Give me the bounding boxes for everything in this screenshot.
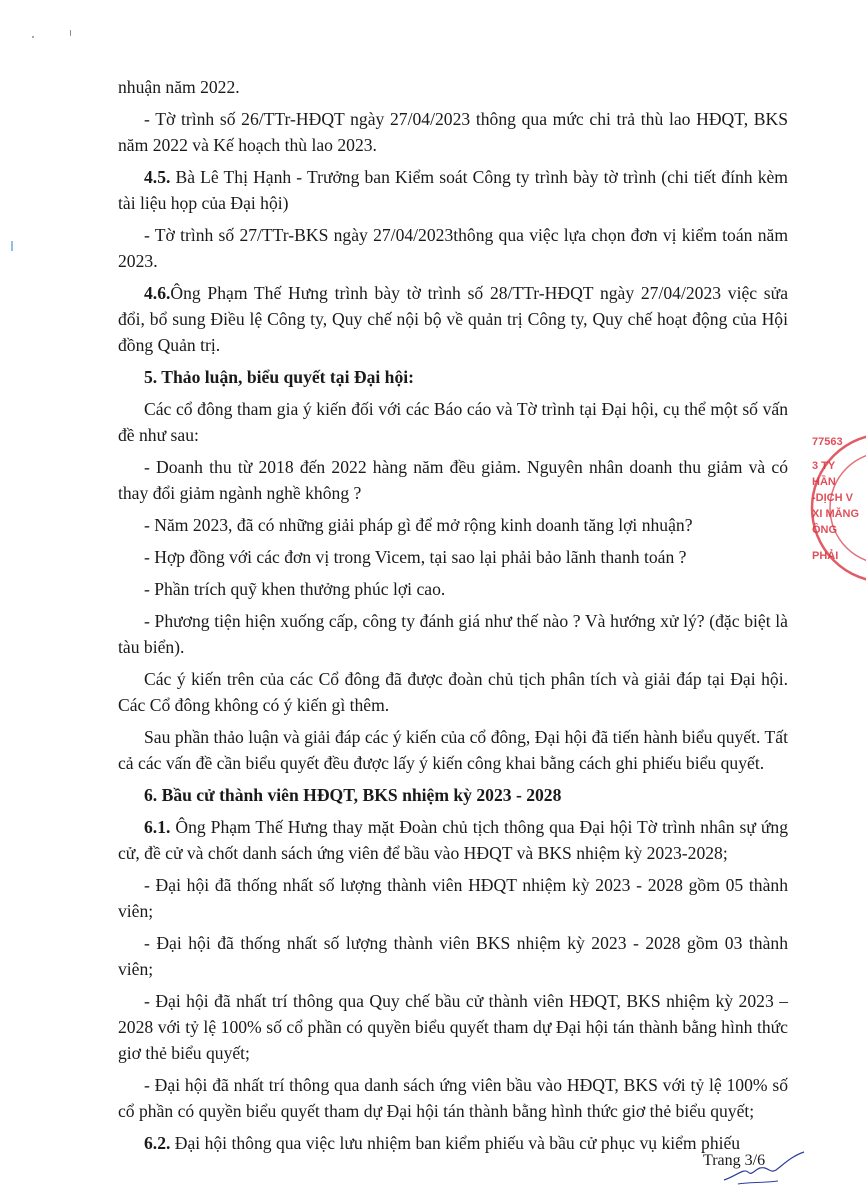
section-number: 6.2. xyxy=(144,1133,171,1153)
paragraph: nhuận năm 2022. xyxy=(118,77,240,97)
list-item: - Đại hội đã thống nhất số lượng thành viên BKS nhiệm kỳ 2023 - 2028 gồm 03 thành viên; xyxy=(118,933,788,979)
paragraph xyxy=(118,1130,788,1156)
list-item: - Phần trích quỹ khen thưởng phúc lợi cao. xyxy=(144,579,446,599)
stamp-text: HẦN xyxy=(812,476,836,488)
list-item: - Doanh thu từ 2018 đến 2022 hàng năm đều giảm. Nguyên nhân doanh thu giảm và có thay đổi giảm ngành nghề không ? xyxy=(118,457,788,503)
initials-signature xyxy=(718,1146,808,1190)
paragraph xyxy=(118,814,788,866)
scan-speck xyxy=(70,30,71,36)
paragraph-text: Ông Phạm Thế Hưng trình bày tờ trình số 28/TTr-HĐQT ngày 27/04/2023 việc sửa đổi, bổ sung Điều lệ Công ty, Quy chế nội bộ về quản trị Công ty, Quy chế hoạt động của Hội đồng Quản trị. xyxy=(118,283,788,355)
stamp-text: 77563 xyxy=(812,436,843,448)
paragraph: - Tờ trình số 27/TTr-BKS ngày 27/04/2023thông qua việc lựa chọn đơn vị kiểm toán năm 2023. xyxy=(118,225,788,271)
paragraph: Các cổ đông tham gia ý kiến đối với các Báo cáo và Tờ trình tại Đại hội, cụ thể một số vấn đề như sau: xyxy=(118,399,788,445)
section-heading: 6. Bầu cử thành viên HĐQT, BKS nhiệm kỳ 2023 - 2028 xyxy=(144,785,562,805)
section-heading: 5. Thảo luận, biểu quyết tại Đại hội: xyxy=(144,367,414,387)
paragraph-text: Ông Phạm Thế Hưng thay mặt Đoàn chủ tịch thông qua Đại hội Tờ trình nhân sự ứng cử, đề cử và chốt danh sách ứng viên để bầu vào HĐQT và BKS nhiệm kỳ 2023-2028; xyxy=(118,817,788,863)
section-number: 4.6. xyxy=(144,283,171,303)
list-item: - Đại hội đã nhất trí thông qua Quy chế bầu cử thành viên HĐQT, BKS nhiệm kỳ 2023 – 2028 với tỷ lệ 100% số cổ phần có quyền biểu quyết tham dự Đại hội tán thành bằng hình thức giơ thẻ biểu quyết; xyxy=(118,991,788,1063)
section-number: 6.1. xyxy=(144,817,171,837)
document-body xyxy=(118,74,788,1162)
scan-speck xyxy=(32,36,34,38)
section-number: 4.5. xyxy=(144,167,171,187)
paragraph xyxy=(118,164,788,216)
paragraph: Sau phần thảo luận và giải đáp các ý kiến của cổ đông, Đại hội đã tiến hành biểu quyết. Tất cả các vấn đề cần biểu quyết đều được lấy ý kiến công khai bằng cách ghi phiếu biểu quyết. xyxy=(118,727,788,773)
stamp-text: -DỊCH V xyxy=(812,492,853,504)
list-item: - Phương tiện hiện xuống cấp, công ty đánh giá như thế nào ? Và hướng xử lý? (đặc biệt là tàu biển). xyxy=(118,611,788,657)
list-item: - Đại hội đã thống nhất số lượng thành viên HĐQT nhiệm kỳ 2023 - 2028 gồm 05 thành viên; xyxy=(118,875,788,921)
stamp-text: PHẢI xyxy=(812,550,839,562)
paragraph-text: Đại hội thông qua việc lưu nhiệm ban kiểm phiếu và bầu cử phục vụ kiểm phiếu xyxy=(170,1133,741,1153)
paragraph-text: Bà Lê Thị Hạnh - Trưởng ban Kiểm soát Công ty trình bày tờ trình (chi tiết đính kèm tài liệu họp của Đại hội) xyxy=(118,167,788,213)
stamp-text: ÔNG xyxy=(812,524,838,536)
list-item: - Năm 2023, đã có những giải pháp gì để mở rộng kinh doanh tăng lợi nhuận? xyxy=(144,515,693,535)
stamp-text: XI MĂNG xyxy=(812,508,860,520)
paragraph: - Tờ trình số 26/TTr-HĐQT ngày 27/04/2023 thông qua mức chi trả thù lao HĐQT, BKS năm 2022 và Kế hoạch thù lao 2023. xyxy=(118,109,788,155)
paragraph xyxy=(118,280,788,358)
stamp-text: 3 TY xyxy=(812,460,836,472)
page-number: Trang 3/6 xyxy=(703,1152,766,1169)
list-item: - Đại hội đã nhất trí thông qua danh sách ứng viên bầu vào HĐQT, BKS với tỷ lệ 100% số cổ phần có quyền biểu quyết tham dự Đại hội tán thành bằng hình thức giơ thẻ biểu quyết; xyxy=(118,1075,788,1121)
paragraph: Các ý kiến trên của các Cổ đông đã được đoàn chủ tịch phân tích và giải đáp tại Đại hội. Các Cổ đông không có ý kiến gì thêm. xyxy=(118,669,788,715)
list-item: - Hợp đồng với các đơn vị trong Vicem, tại sao lại phải bảo lãnh thanh toán ? xyxy=(144,547,687,567)
margin-mark xyxy=(10,238,14,248)
